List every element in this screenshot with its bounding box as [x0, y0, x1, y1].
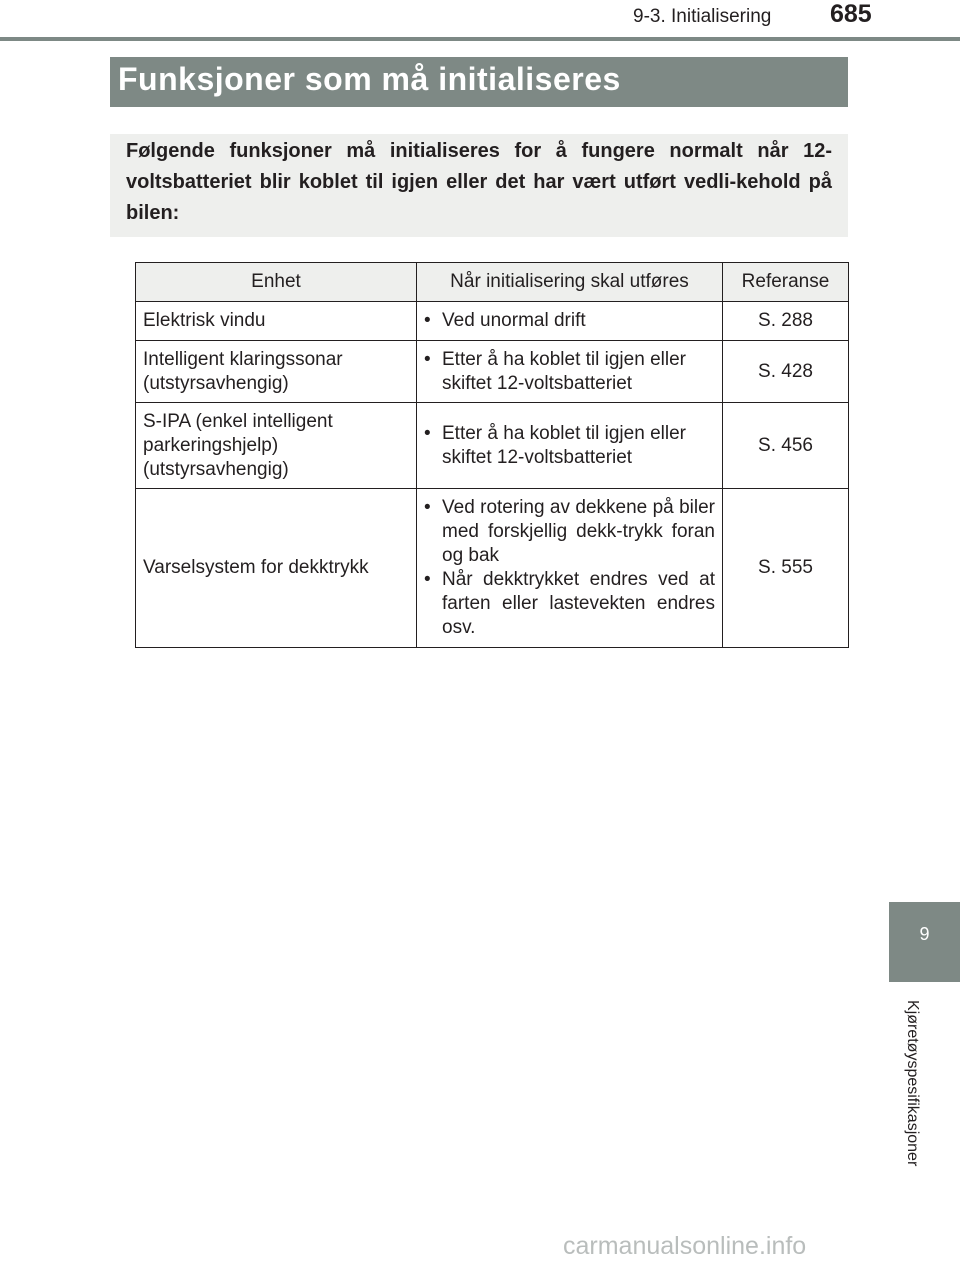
running-header-section: 9-3. Initialisering: [633, 6, 772, 27]
table-row: [136, 302, 849, 341]
reference-cell: S. 428: [723, 341, 849, 403]
unit-cell: [136, 341, 417, 403]
condition-item: • Når dekktrykket endres ved at farten eller lastevekten endres osv.: [424, 568, 715, 640]
condition-item: • Ved rotering av dekkene på biler med forskjellig dekk-trykk foran og bak: [424, 496, 715, 568]
reference-cell: S. 555: [723, 489, 849, 648]
conditions-list: [424, 309, 715, 333]
initialization-table: [135, 262, 849, 648]
table-header-row: [136, 263, 849, 302]
table-row: [136, 403, 849, 489]
section-title-bar: [110, 57, 848, 107]
conditions-list: [424, 496, 715, 640]
section-title: Funksjoner som må initialiseres: [118, 61, 621, 97]
unit-cell: [136, 489, 417, 648]
conditions-cell: [417, 341, 723, 403]
unit-line: (utstyrsavhengig): [143, 372, 289, 394]
header-divider: [0, 37, 960, 41]
reference-cell: S. 456: [723, 403, 849, 489]
intro-box: [110, 134, 848, 237]
condition-item: • Etter å ha koblet til igjen eller skiftet 12-voltsbatteriet: [424, 422, 715, 470]
conditions-cell: [417, 302, 723, 341]
conditions-cell: [417, 403, 723, 489]
chapter-tab: [889, 902, 960, 982]
unit-line: S-IPA (enkel intelligent: [143, 410, 333, 432]
conditions-cell: [417, 489, 723, 648]
condition-item: • Ved unormal drift: [424, 309, 715, 333]
unit-line: Varselsystem for dekktrykk: [143, 557, 369, 578]
intro-text: Følgende funksjoner må initialiseres for å fungere normalt når 12-voltsbatteriet blir koblet til igjen eller det har vært utført vedli-kehold på bilen:: [126, 140, 832, 224]
header-unit: Enhet: [136, 263, 417, 302]
chapter-label: Kjøretøyspesifikasjoner: [904, 1000, 921, 1167]
unit-cell: [136, 302, 417, 341]
table-row: [136, 341, 849, 403]
header-when: Når initialisering skal utføres: [417, 263, 723, 302]
page-number: 685: [830, 0, 872, 28]
condition-item: • Etter å ha koblet til igjen eller skiftet 12-voltsbatteriet: [424, 348, 715, 396]
unit-line: (utstyrsavhengig): [143, 458, 289, 480]
conditions-list: [424, 422, 715, 470]
unit-line: parkeringshjelp): [143, 434, 279, 456]
watermark: carmanualsonline.info: [563, 1232, 807, 1260]
reference-cell: S. 288: [723, 302, 849, 341]
chapter-number: 9: [919, 924, 930, 944]
unit-line: Intelligent klaringssonar: [143, 348, 343, 370]
table-row: [136, 489, 849, 648]
header-reference: Referanse: [723, 263, 849, 302]
unit-line: Elektrisk vindu: [143, 310, 266, 331]
unit-cell: [136, 403, 417, 489]
conditions-list: [424, 348, 715, 396]
